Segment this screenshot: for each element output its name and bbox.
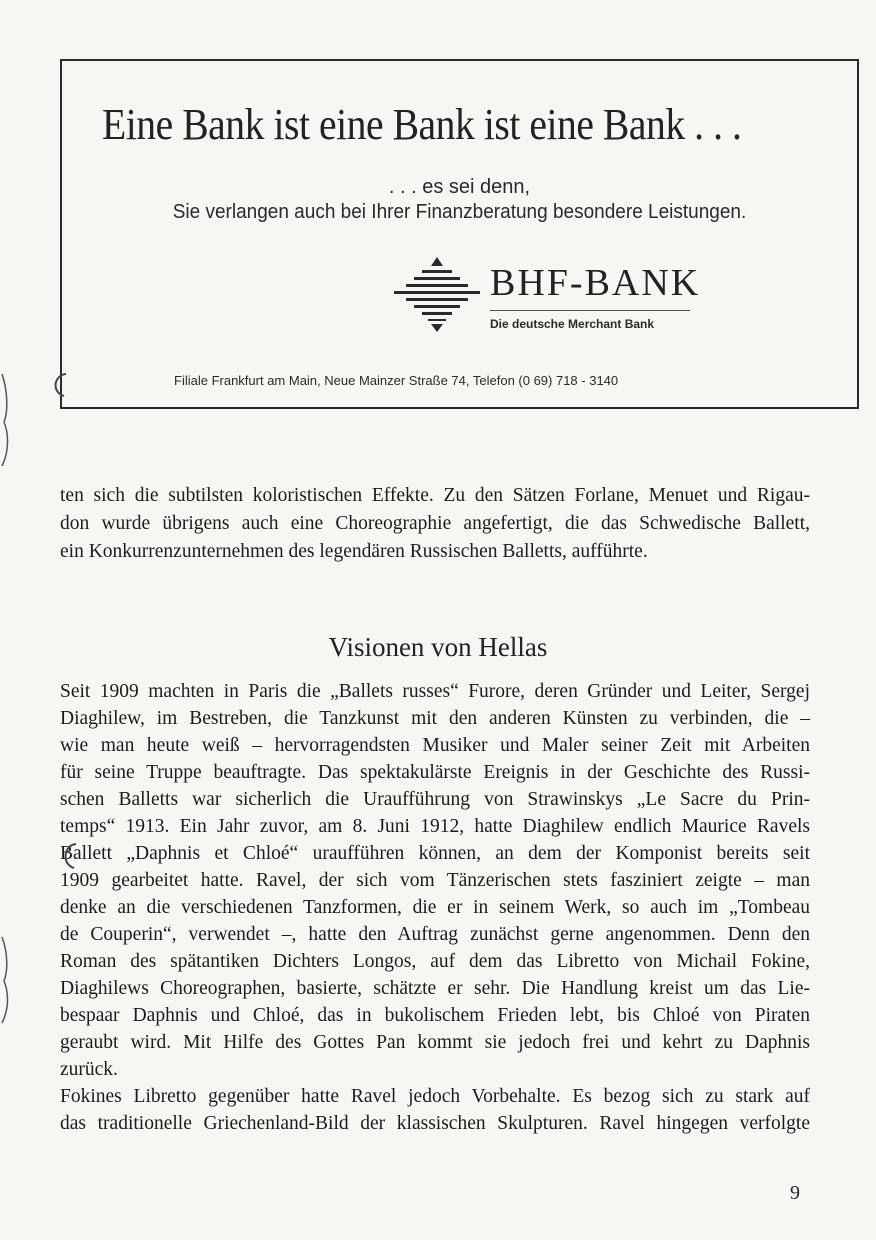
hole-mark-icon: [58, 842, 80, 870]
text-line: für seine Truppe beauftragte. Das spektakulärste Ereignis in der Geschichte des Russi-: [60, 762, 810, 783]
text-line: Seit 1909 machten in Paris die „Ballets russes“ Furore, deren Gründer und Leiter, Sergej: [60, 681, 810, 702]
text-line: 1909 gearbeitet hatte. Ravel, der sich vom Tänzerischen stets fasziniert zeigte – man: [60, 870, 810, 891]
text-line: de Couperin“, verwendet –, hatte den Auftrag zunächst gerne angenommen. Denn den: [60, 924, 810, 945]
section-title: Visionen von Hellas: [328, 632, 548, 662]
ad-address: Filiale Frankfurt am Main, Neue Mainzer Straße 74, Telefon (0 69) 718 - 3140: [174, 373, 619, 388]
bank-name: BHF-BANK: [490, 262, 701, 304]
text-line: Roman des spätantiken Dichters Longos, auf dem das Libretto von Michail Fokine,: [60, 951, 810, 972]
text-line: don wurde übrigens auch eine Choreographie angefertigt, die das Schwedische Ballett,: [60, 513, 810, 534]
binding-mark-icon: [0, 372, 14, 468]
text-line: Diaghilews Choreographen, basierte, schätzte er sehr. Die Handlung kreist um das Lie-: [60, 978, 810, 999]
bank-tagline: Die deutsche Merchant Bank: [490, 317, 655, 331]
text-line: geraubt wird. Mit Hilfe des Gottes Pan kommt sie jedoch frei und kehrt zu Daphnis: [60, 1032, 810, 1053]
text-line: wie man heute weiß – hervorragendsten Musiker und Maler seiner Zeit mit Arbeiten: [60, 735, 810, 756]
text-line: ten sich die subtilsten koloristischen Effekte. Zu den Sätzen Forlane, Menuet und Rigau-: [60, 485, 810, 506]
binding-mark-icon: [0, 935, 14, 1025]
text-line: schen Balletts war sicherlich die Uraufführung von Strawinskys „Le Sacre du Prin-: [60, 789, 810, 810]
hole-mark-icon: [48, 372, 70, 398]
text-line: Fokines Libretto gegenüber hatte Ravel jedoch Vorbehalte. Es bezog sich zu stark auf: [60, 1086, 810, 1107]
text-line: bespaar Daphnis und Chloé, das in bukolischem Frieden lebt, bis Chloé von Piraten: [60, 1005, 810, 1026]
text-line: Ballett „Daphnis et Chloé“ uraufführen können, an dem der Komponist bereits seit: [60, 843, 810, 864]
advertisement-box: [60, 59, 859, 409]
bhf-bank-logo-icon: [394, 257, 480, 333]
text-line: Diaghilew, im Bestreben, die Tanzkunst mit den anderen Künsten zu verbinden, die –: [60, 708, 810, 729]
page-number: 9: [790, 1182, 800, 1204]
text-line: temps“ 1913. Ein Jahr zuvor, am 8. Juni 1912, hatte Diaghilew endlich Maurice Ravels: [60, 816, 810, 837]
text-line: zurück.: [60, 1059, 118, 1080]
text-line: denke an die verschiedenen Tanzformen, die er in seinem Werk, so auch im „Tombeau: [60, 897, 810, 918]
text-line: ein Konkurrenzunternehmen des legendären Russischen Balletts, aufführte.: [60, 541, 648, 562]
ad-headline: Eine Bank ist eine Bank ist eine Bank . . .: [102, 100, 742, 149]
ad-subline-2: Sie verlangen auch bei Ihrer Finanzberatung besondere Leistungen.: [172, 201, 747, 223]
bank-divider: [490, 310, 690, 311]
ad-subline-1: . . . es sei denn,: [388, 176, 531, 198]
text-line: das traditionelle Griechenland-Bild der klassischen Skulpturen. Ravel hingegen verfolgte: [60, 1113, 810, 1134]
